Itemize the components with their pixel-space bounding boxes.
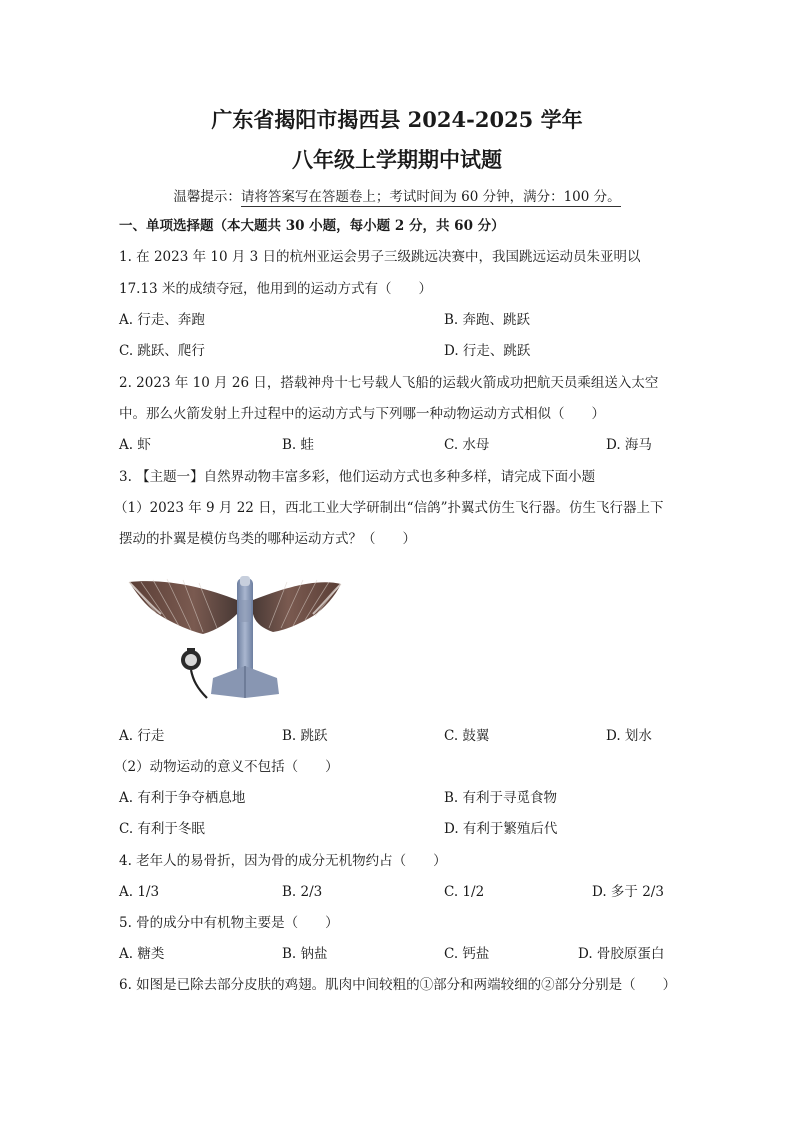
q3-sub1-option-a: A. 行走 [119,728,165,744]
q3-sub2-stem: （2）动物运动的意义不包括（ ） [114,759,339,775]
q1-option-d: D. 行走、跳跃 [444,343,531,359]
q2-option-d: D. 海马 [606,437,652,453]
exam-title-line1: 广东省揭阳市揭西县 2024-2025 学年 [211,107,583,132]
q5-option-d: D. 骨胶原蛋白 [578,946,665,962]
q5-option-a: A. 糖类 [119,946,165,962]
exam-tip [0,185,794,205]
q3-sub1-option-b: B. 跳跃 [282,728,328,744]
q1-stem-line2: 17.13 米的成绩夺冠，他用到的运动方式有（ ） [119,281,432,297]
q5-stem: 5. 骨的成分中有机物主要是（ ） [119,915,339,931]
q1-stem-line1: 1. 在 2023 年 10 月 3 日的杭州亚运会男子三级跳远决赛中，我国跳远运动员朱亚明以 [119,249,641,265]
q6-stem: 6. 如图是已除去部分皮肤的鸡翅。肌肉中间较粗的①部分和两端较细的②部分分别是（ ） [119,977,677,993]
q2-option-c: C. 水母 [444,437,490,453]
q4-option-a: A. 1/3 [119,884,160,900]
q3-sub2-option-c: C. 有利于冬眠 [119,821,205,837]
q2-stem-line1: 2. 2023 年 10 月 26 日，搭载神舟十七号载人飞船的运载火箭成功把航天员乘组送入太空 [119,375,659,391]
q2-option-b: B. 蛙 [282,437,315,453]
q1-option-a: A. 行走、奔跑 [119,312,205,328]
q3-sub1-line2: 摆动的扑翼是模仿鸟类的哪种运动方式？（ ） [119,531,416,547]
q3-sub2-option-d: D. 有利于繁殖后代 [444,821,558,837]
section-heading: 一、单项选择题（本大题共 30 小题，每小题 2 分，共 60 分） [119,218,505,234]
q4-option-c: C. 1/2 [444,884,485,900]
q3-sub2-option-a: A. 有利于争夺栖息地 [119,790,246,806]
q3-sub1-line1: （1）2023 年 9 月 22 日，西北工业大学研制出“信鸽”扑翼式仿生飞行器。仿生飞行器上下 [114,500,664,516]
q3-sub1-option-c: C. 鼓翼 [444,728,490,744]
q1-option-c: C. 跳跃、爬行 [119,343,205,359]
q2-stem-line2: 中。那么火箭发射上升过程中的运动方式与下列哪一种动物运动方式相似（ ） [119,406,605,422]
q4-option-b: B. 2/3 [282,884,323,900]
q2-option-a: A. 虾 [119,437,151,453]
q4-stem: 4. 老年人的易骨折，因为骨的成分无机物约占（ ） [119,853,447,869]
tip-text: 请将答案写在答题卷上；考试时间为 60 分钟，满分：100 分。 [240,189,621,205]
exam-title-line2: 八年级上学期期中试题 [292,147,502,172]
q1-option-b: B. 奔跑、跳跃 [444,312,531,328]
q4-option-d: D. 多于 2/3 [592,884,664,900]
q5-option-c: C. 钙盐 [444,946,490,962]
tip-prefix: 温馨提示： [173,189,241,205]
bionic-flapping-wing-aircraft-figure [127,570,342,710]
q3-stem: 3. 【主题一】自然界动物丰富多彩，他们运动方式也多种多样，请完成下面小题 [119,469,596,485]
q5-option-b: B. 钠盐 [282,946,328,962]
q3-sub2-option-b: B. 有利于寻觅食物 [444,790,558,806]
q3-sub1-option-d: D. 划水 [606,728,652,744]
